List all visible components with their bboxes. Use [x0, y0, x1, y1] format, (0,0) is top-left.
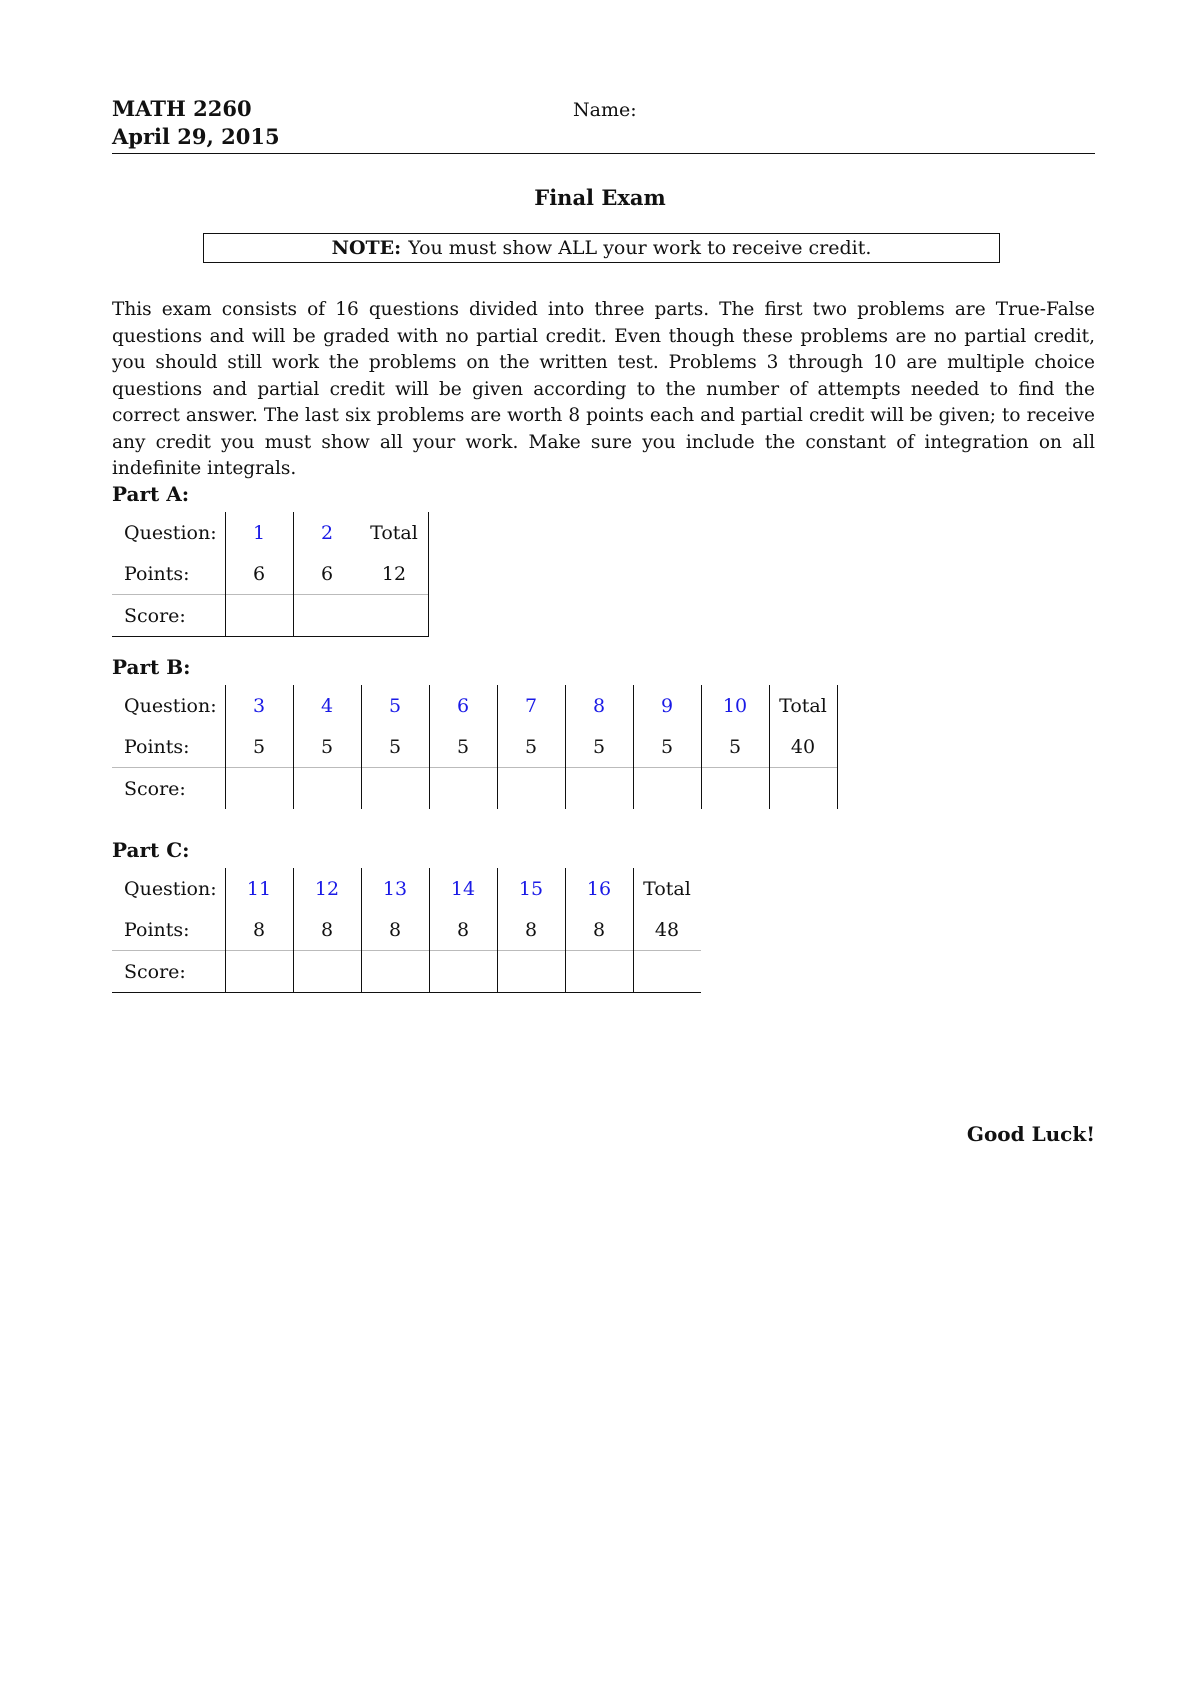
question-13-link[interactable]: 13 [361, 868, 429, 909]
total-header: Total [361, 512, 429, 553]
points-cell: 8 [497, 909, 565, 951]
question-9-link[interactable]: 9 [633, 685, 701, 726]
question-12-link[interactable]: 12 [293, 868, 361, 909]
score-cell [225, 768, 293, 810]
score-cell [429, 768, 497, 810]
exam-date: April 29, 2015 [112, 124, 280, 149]
score-row-label: Score: [112, 595, 225, 637]
score-cell [497, 951, 565, 993]
points-cell: 5 [361, 726, 429, 768]
total-points-cell: 12 [361, 553, 429, 595]
total-score-cell [633, 951, 701, 993]
closing-text: Good Luck! [966, 1122, 1095, 1146]
score-cell [293, 951, 361, 993]
note-text: You must show ALL your work to receive credit. [408, 237, 872, 259]
score-cell [497, 768, 565, 810]
points-cell: 5 [293, 726, 361, 768]
total-score-cell [769, 768, 837, 810]
score-row-label: Score: [112, 768, 225, 810]
points-row-label: Points: [124, 735, 190, 758]
question-10-link[interactable]: 10 [701, 685, 769, 726]
question-row-label: Question: [124, 521, 217, 544]
note-box [203, 233, 1000, 263]
points-cell: 5 [633, 726, 701, 768]
score-cell [293, 768, 361, 810]
points-cell: 8 [293, 909, 361, 951]
note-label: NOTE: [331, 237, 402, 259]
score-cell [633, 768, 701, 810]
score-cell [701, 768, 769, 810]
points-cell: 5 [429, 726, 497, 768]
question-6-link[interactable]: 6 [429, 685, 497, 726]
name-label: Name: [573, 99, 637, 121]
question-7-link[interactable]: 7 [497, 685, 565, 726]
total-score-cell [361, 595, 429, 637]
part-a-score-table [112, 512, 429, 637]
points-cell: 8 [429, 909, 497, 951]
instructions-paragraph: This exam consists of 16 questions divided into three parts. The first two problems are True-False questions and will be graded with no partial credit. Even though these problems are no partial credit, you should still work the problems on the written test. Problems 3 through 10 are multiple choice questions and partial credit will be given according to the number of attempts needed to find the correct answer. The last six problems are worth 8 points each and partial credit will be given; to receive any credit you must show all your work. Make sure you include the constant of integration on all indefinite integrals. [112, 299, 1095, 479]
page-title: Final Exam [534, 185, 666, 210]
points-cell: 5 [497, 726, 565, 768]
points-cell: 5 [225, 726, 293, 768]
part-b-score-table [112, 685, 838, 809]
question-3-link[interactable]: 3 [225, 685, 293, 726]
part-b-label: Part B: [112, 655, 191, 679]
points-row-label: Points: [124, 562, 190, 585]
question-15-link[interactable]: 15 [497, 868, 565, 909]
total-header: Total [769, 685, 837, 726]
course-code: MATH 2260 [112, 96, 252, 121]
score-cell [361, 951, 429, 993]
points-cell: 6 [293, 553, 361, 595]
score-cell [225, 595, 293, 637]
points-cell: 6 [225, 553, 293, 595]
header-rule [112, 153, 1095, 154]
question-5-link[interactable]: 5 [361, 685, 429, 726]
score-cell [361, 768, 429, 810]
total-header: Total [633, 868, 701, 909]
question-4-link[interactable]: 4 [293, 685, 361, 726]
points-cell: 5 [701, 726, 769, 768]
points-cell: 5 [565, 726, 633, 768]
question-row-label: Question: [124, 877, 217, 900]
total-points-cell: 40 [769, 726, 837, 768]
total-points-cell: 48 [633, 909, 701, 951]
question-16-link[interactable]: 16 [565, 868, 633, 909]
score-cell [565, 768, 633, 810]
points-cell: 8 [361, 909, 429, 951]
score-row-label: Score: [112, 951, 225, 993]
points-cell: 8 [565, 909, 633, 951]
question-8-link[interactable]: 8 [565, 685, 633, 726]
part-a-label: Part A: [112, 482, 190, 506]
score-cell [429, 951, 497, 993]
question-1-link[interactable]: 1 [225, 512, 293, 553]
score-cell [225, 951, 293, 993]
question-14-link[interactable]: 14 [429, 868, 497, 909]
score-cell [293, 595, 361, 637]
part-c-label: Part C: [112, 838, 190, 862]
points-cell: 8 [225, 909, 293, 951]
question-11-link[interactable]: 11 [225, 868, 293, 909]
part-c-score-table [112, 868, 701, 993]
question-2-link[interactable]: 2 [293, 512, 361, 553]
question-row-label: Question: [124, 694, 217, 717]
points-row-label: Points: [124, 918, 190, 941]
score-cell [565, 951, 633, 993]
